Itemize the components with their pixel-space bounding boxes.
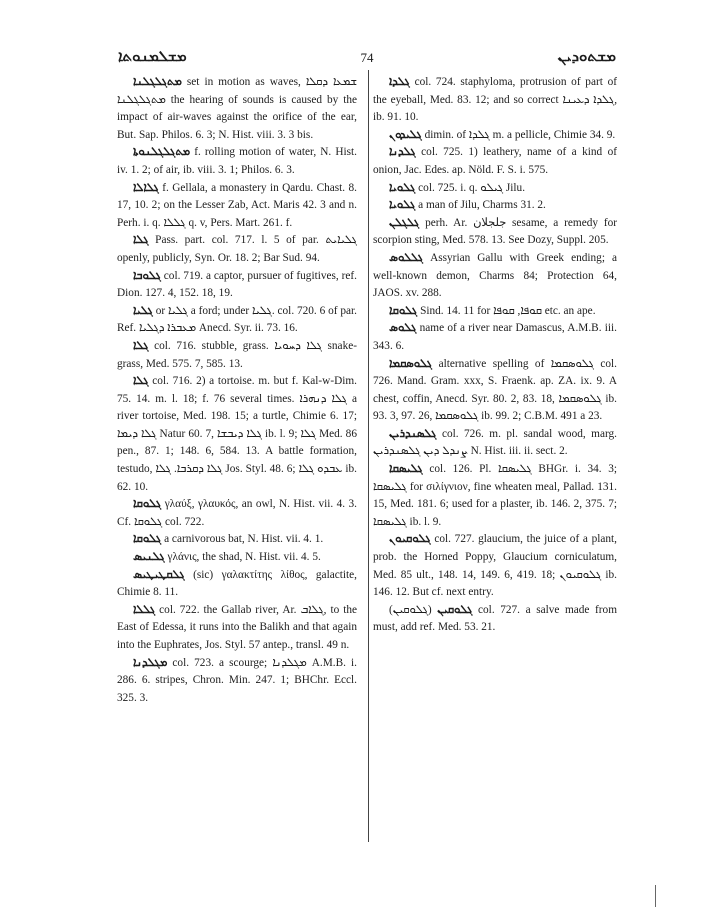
page-header [118,48,616,72]
right-column [373,74,617,637]
dictionary-entry [117,373,357,496]
dictionary-entry [117,74,357,144]
entry-text: γλάνις, the shad, N. Hist. vii. 4. 5. [167,551,321,564]
dictionary-entry [373,303,617,321]
entry-headword: ܓܠܝܕܘܢ [389,128,422,141]
left-column [117,74,357,707]
entry-text: Pass. part. col. 717. l. 5 of par. ܓܠܝܐܝܬ openly, publicly, Syn. Or. 18. 2; Bar Sud. 94. [117,234,358,264]
entry-text: col. 725. i. q. ܓܝܠܘ Jilu. [418,181,526,194]
entry-text: col. 722. the Gallab river, Ar. ܓܠܐܒ, to the East of Edessa, it runs into the Balikh and that again into the Euphrates, Jos. Styl. 57 antep., transl. 49 n. [117,603,358,651]
dictionary-entry [117,180,357,233]
entry-text: f. Gellala, a monastery in Qardu. Chast. 8. 17, 10. 2; on the Lesser Zab, Act. Maris 42. 3 and n. Perh. i. q. ܓܠܠܐ q. v, Pers. Mart. 261. f. [117,181,357,229]
running-head-left: ܡܫܠܡܢܘܬܐ [118,49,187,65]
entry-text: name of a river near Damascus, A.M.B. iii. 343. 6. [373,322,617,352]
entry-text: or ܓܠܝܐ a ford; under ܓܠܝܐ. col. 720. 6 of par. Ref. ܡܥܒܪܐ ܕܓܠܝܐ Anecd. Syr. ii. 73. 16. [117,304,357,335]
entry-headword: ܡܬܓܠܓܠܢܐ [133,76,182,88]
running-head-right: ܡܫܬܘܕܝܢ [557,49,616,65]
dictionary-entry [117,567,357,602]
entry-text: a man of Jilu, Charms 31. 2. [418,199,546,212]
dictionary-entry [373,197,617,215]
dictionary-entry [117,232,357,267]
entry-headword: ܓܠܕܐ [389,76,410,88]
dictionary-entry [373,320,617,355]
dictionary-entry [117,303,357,338]
dictionary-entry [373,215,617,250]
dictionary-entry [373,127,617,145]
dictionary-entry [373,356,617,426]
entry-text: col. 726. m. pl. sandal wood, marg. ܨܢܕܠ ܕܝܢ ܓܠܣܢܕܪܝܢ N. Hist. iii. ii. sect. 2. [373,427,618,458]
entry-text: col. 716. stubble, grass. ܓܠܐ ܕܚܘܝܐ snake-grass, Med. 575. 7, 585. 13. [117,339,357,370]
entry-headword: ܓܠܕܢܐ [389,146,416,159]
entry-text: γλαύξ, γλαυκός, an owl, N. Hist. vii. 4. 3. Cf. ܓܠܘܩܐ col. 722. [117,498,357,528]
dictionary-entry [373,602,617,637]
dictionary-entry [373,144,617,179]
entry-headword: ܓܠܘܒܐ [133,269,161,282]
entry-text: (sic) γαλακτίτης λίθος, galactite, Chimie 8. 11. [117,568,357,599]
entry-text: a carnivorous bat, N. Hist. vii. 4. 1. [164,533,324,546]
entry-headword: ܓܠܘܩܝܢ [437,603,473,616]
dictionary-entry [373,180,617,198]
entry-headword: ܓܠܝܣܩܐ [389,463,423,476]
dictionary-entry [373,461,617,531]
entry-text: col. 716. 2) a tortoise. m. but f. Kal-w-Dim. 75. 14. m. l. 18; f. 76 several times. ܓܠܐ ܕܢܗܪܐ a river tortoise, Med. 198. 15; a turtle, Chimie 6. 17; ܓܠܐ ܕܝܡܐ Natur 60. 7, ܓܠܐ ܕܝܒܫܐ ib. l. 9; ܓܠܐ Med. 86 pen., 87. 1; 148. 6, 584. 13. A battle formation, testudo, ܓܠܐ ܕܩܪܒܐ. ܓܠܐ Jos. Styl. 48. 6; ܥܒܕܘ ܓܠܐ ib. 62. 10. [117,375,358,493]
entry-headword: ܓܠܓܠܢ [389,216,420,229]
entry-headword: ܓܠܘܝܐ [389,181,416,194]
dictionary-entry [117,338,357,373]
entry-text: alternative spelling of ܓܠܘܣܩܡܐ col. 726. Mand. Gram. xxx, S. Fraenk. ap. ZA. ix. 9. A chest, coffin, Anecd. Syr. 80. 2, 83. 18, ܓܠܘܣܩܡܐ ib. 93. 3, 97. 26, ܓܠܘܣܩܡܐ ib. 99. 2; C.B.M. 491 a 23. [373,357,618,423]
dictionary-entry [117,602,357,655]
entry-headword: ܓܠܐ [133,375,149,388]
entry-text: col. 126. Pl. ܓܠܝܣܩܐ BHGr. i. 34. 3; ܓܠܝܣܩܐ for σιλίγνιον, fine wheaten meal, Pallad. 131. 15, Med. 181. 6; used for a plaster, ib. 146. 2, 375. 7; ܓܠܝܣܩܐ ib. l. 9. [373,463,617,528]
entry-headword: ܡܓܠܕܢܐ [133,656,168,669]
entry-text: col. 727. glaucium, the juice of a plant, prob. the Horned Poppy, Glaucium corniculatum, Med. 85 ult., 148. 14, 149. 6, 419. 18; ܓܠܘܩܝܘܢ ib. 146. 12. But cf. next entry. [373,533,617,599]
entry-headword: ܓܠܝܐ [133,304,153,317]
entry-text: (ܓܠܘܩܝܢ) col. 727. a salve made from must, add ref. Med. 53. 21. [373,603,617,634]
entry-headword: ܓܠܘܩܐ [389,304,418,317]
entry-headword: ܓܠܘܝܐ [389,199,416,212]
entry-headword: ܡܬܓܠܓܠܢܘܬܐ [133,146,191,159]
entry-headword: ܓܠܘܩܐ [133,498,162,511]
entry-headword: ܓܠܠܐ [133,603,156,616]
entry-text: Sind. 14. 11 for ܩܘܦܐ, ܩܘܦܐ etc. an ape. [420,304,596,317]
entry-text: Assyrian Gallu with Greek ending; a well-known demon, Charms 84; Protection 64, JAOS. xv. 288. [373,251,617,300]
dictionary-entry [117,144,357,179]
entry-headword: ܓܠܣܢܕܪܝܢ [389,427,437,440]
entry-headword: ܓܠܩܛܝܛܝܣ [133,568,185,581]
entry-headword: ܓܠܐܠܐ [133,181,159,194]
entry-headword: ܓܠܘܣܩܡܐ [389,357,433,370]
entry-text: col. 719. a captor, pursuer of fugitives, ref. Dion. 127. 4, 152. 18, 19. [117,269,357,300]
dictionary-entry [373,531,617,601]
page-number: 74 [360,50,374,65]
entry-text: col. 724. staphyloma, protrusion of part of the eyeball, Med. 83. 12; and so correct ܓܠܕܐ ܕܥܝܢܐ, ib. 91. 10. [373,76,618,124]
entry-headword: ܓܠܠܘܣ [389,251,424,264]
entry-headword: ܓܠܘܩܝܘܢ [389,533,431,546]
dictionary-entry [117,549,357,567]
entry-text: dimin. of ܓܠܕܐ m. a pellicle, Chimie 34. 9. [424,128,616,141]
entry-headword: ܓܠܘܩܐ [133,533,162,546]
entry-headword: ܓܠܐ [133,234,149,247]
entry-text: set in motion as waves, ܫܡܥܐ ܕܩܠܐ ܡܬܓܠܓܠܢܐ the hearing of sounds is caused by the impact of air-waves against the orifice of the ear, But. Sap. Philos. 6. 3; N. Hist. viii. 3. 3 bis. [117,76,358,141]
dictionary-entry [373,426,617,461]
dictionary-entry [373,74,617,127]
dictionary-entry [117,496,357,531]
column-divider [368,70,369,842]
dictionary-entry [117,531,357,549]
entry-text: col. 725. 1) leathery, name of a kind of onion, Jac. Edes. ap. Nöld. F. S. i. 575. [373,146,617,176]
entry-headword: ܓܠܢܝܣ [133,551,165,564]
dictionary-entry [373,250,617,303]
entry-text: perh. Ar. جلجلان sesame, a remedy for scorpion sting, Med. 578. 13. See Dozy, Suppl. 205. [373,216,618,247]
entry-headword: ܓܠܐ [133,339,149,352]
entry-text: col. 723. a scourge; ܡܓܠܕܢܐ A.M.B. i. 286. 6. stripes, Chron. Min. 247. 1; BHChr. Eccl. 325. 3. [117,656,358,704]
entry-text: f. rolling motion of water, N. Hist. iv. 1. 2; of air, ib. viii. 3. 1; Philos. 6. 3. [117,146,357,176]
dictionary-entry [117,268,357,303]
page-edge-mark [655,885,656,907]
dictionary-entry [117,655,357,708]
entry-headword: ܓܠܘܣ [389,322,417,335]
